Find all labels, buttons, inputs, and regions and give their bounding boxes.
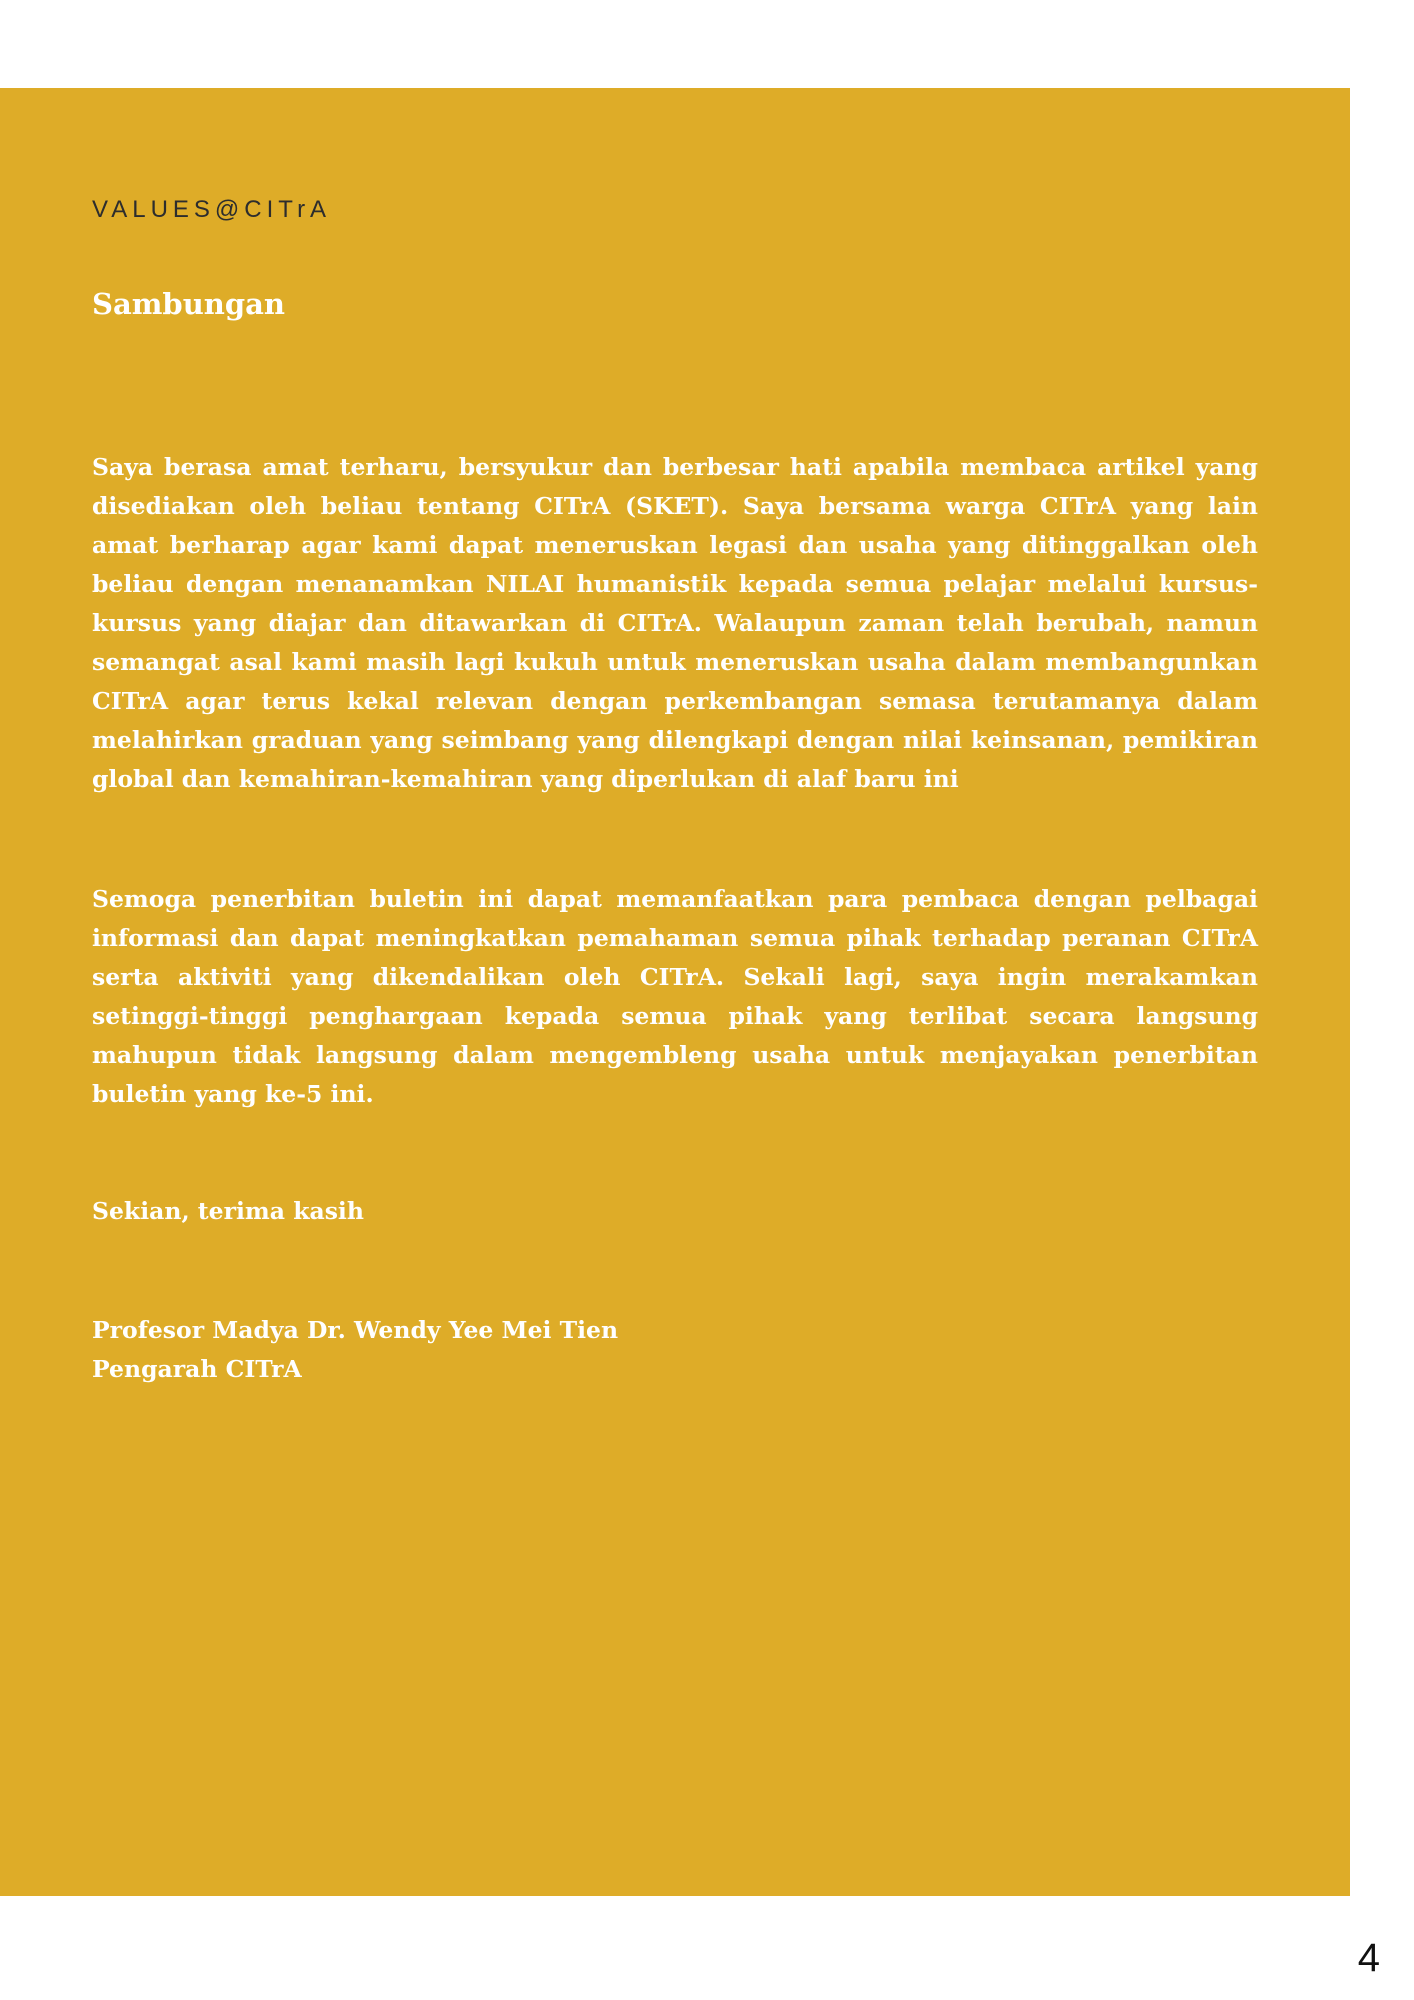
page-title: Sambungan (92, 287, 286, 321)
signature-block (92, 1311, 618, 1389)
closing-line: Sekian, terima kasih (92, 1197, 364, 1225)
body-paragraph-1: Saya berasa amat terharu, bersyukur dan berbesar hati apabila membaca artikel yang disediakan oleh beliau tentang CITrA (SKET). Saya bersama warga CITrA yang lain amat berharap agar kami dapat meneruskan legasi dan usaha yang ditinggalkan oleh beliau dengan menanamkan NILAI humanistik kepada semua pelajar melalui kursus-kursus yang diajar dan ditawarkan di CITrA. Walaupun zaman telah berubah, namun semangat asal kami masih lagi kukuh untuk meneruskan usaha dalam membangunkan CITrA agar terus kekal relevan dengan perkembangan semasa terutamanya dalam melahirkan graduan yang seimbang yang dilengkapi dengan nilai keinsanan, pemikiran global dan kemahiran-kemahiran yang diperlukan di alaf baru ini (92, 453, 1258, 793)
body-paragraph-2: Semoga penerbitan buletin ini dapat memanfaatkan para pembaca dengan pelbagai informasi dan dapat meningkatkan pemahaman semua pihak terhadap peranan CITrA serta aktiviti yang dikendalikan oleh CITrA. Sekali lagi, saya ingin merakamkan setinggi-tinggi penghargaan kepada semua pihak yang terlibat secara langsung mahupun tidak langsung dalam mengembleng usaha untuk menjayakan penerbitan buletin yang ke-5 ini. (92, 885, 1258, 1108)
page-number: 4 (1357, 1936, 1380, 1980)
signatory-position: Pengarah CITrA (92, 1355, 302, 1383)
signatory-name: Profesor Madya Dr. Wendy Yee Mei Tien (92, 1316, 619, 1344)
section-kicker: VALUES@CITrA (92, 196, 332, 223)
